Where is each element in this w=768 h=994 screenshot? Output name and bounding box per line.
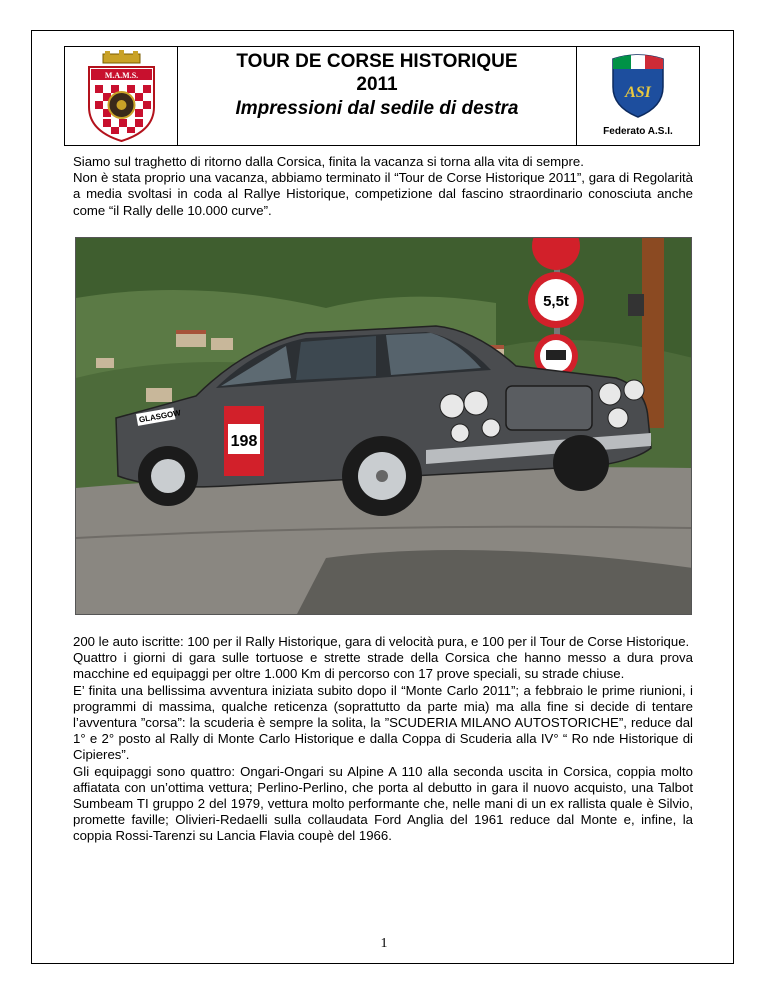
intro-line: Non è stata proprio una vacanza, abbiamo terminato il “Tour de Corse Historique 2011”, gara di Regolarità a media svoltasi in coda al Rallye Historique, competizione dal fascino straordinario conosciuta anche come “il Rally delle 10.000 curve”. xyxy=(73,170,693,218)
page-number: 1 xyxy=(380,936,388,951)
mams-logo-text: M.A.M.S. xyxy=(104,71,139,80)
body-line: E’ finita una bellissima avventura iniziata subito dopo il “Monte Carlo 2011”; a febbraio le prime riunioni, i programmi di massima, qualche reticenza (soprattutto da parte mia) ma alla fine si decide di tentare l’avventura ”corsa”: la scuderia è sempre la solita, la ”SCUDERIA MILANO AUTOSTORICHE”, reduce dal 1° e 2° posto al Rally di Monte Carlo Historique e dalla Coppa di Scuderia alla IV° “ Ro nde Historique di Cipieres”. xyxy=(73,682,693,763)
door-sign-text: GLASGOW xyxy=(138,408,182,425)
intro-paragraph xyxy=(73,154,693,219)
mams-logo-cell xyxy=(65,47,178,145)
document-subtitle: Impressioni dal sedile di destra xyxy=(235,98,519,119)
header-title-cell xyxy=(178,47,577,145)
race-number: 198 xyxy=(230,433,258,450)
body-line: 200 le auto iscritte: 100 per il Rally Historique, gara di velocità pura, e 100 per il Tour de Corse Historique. xyxy=(73,634,690,649)
photo-scene xyxy=(76,238,692,615)
header-table xyxy=(64,46,700,146)
asi-logo-cell xyxy=(577,47,699,145)
document-title: TOUR DE CORSE HISTORIQUE xyxy=(236,51,518,72)
federation-label: Federato A.S.I. xyxy=(603,126,673,137)
rally-car-photo xyxy=(75,237,692,615)
body-line: Quattro i giorni di gara sulle tortuose e strette strade della Corsica che hanno messo a dura prova macchine ed equipaggi per oltre 1.000 Km di percorso con 17 prove speciali, su strade chiuse. xyxy=(73,650,693,682)
asi-logo-text: ASI xyxy=(625,84,651,101)
body-line: Gli equipaggi sono quattro: Ongari-Ongari su Alpine A 110 alla seconda uscita in Corsica, coppia molto affiatata con un’ottima vettura; Perlino-Perlino, che porta al debutto in gara il nuovo acquisto, una Talbot Sumbeam TI gruppo 2 del 1979, vettura molto performante che, nelle mani di un ex rallista quale è Silvio, promette faville; Olivieri-Redaelli sulla collaudata Ford Anglia del 1961 reduce dal Monte e, infine, la coppia Rossi-Tarenzi su Lancia Flavia coupè del 1966. xyxy=(73,763,693,844)
document-year: 2011 xyxy=(356,74,398,95)
intro-line: Siamo sul traghetto di ritorno dalla Corsica, finita la vacanza si torna alla vita di sempre. xyxy=(73,154,584,169)
road-sign-weight: 5,5t xyxy=(543,293,569,310)
mams-shield-logo xyxy=(65,47,178,145)
body-paragraph xyxy=(73,634,693,845)
asi-shield-logo xyxy=(577,47,699,127)
